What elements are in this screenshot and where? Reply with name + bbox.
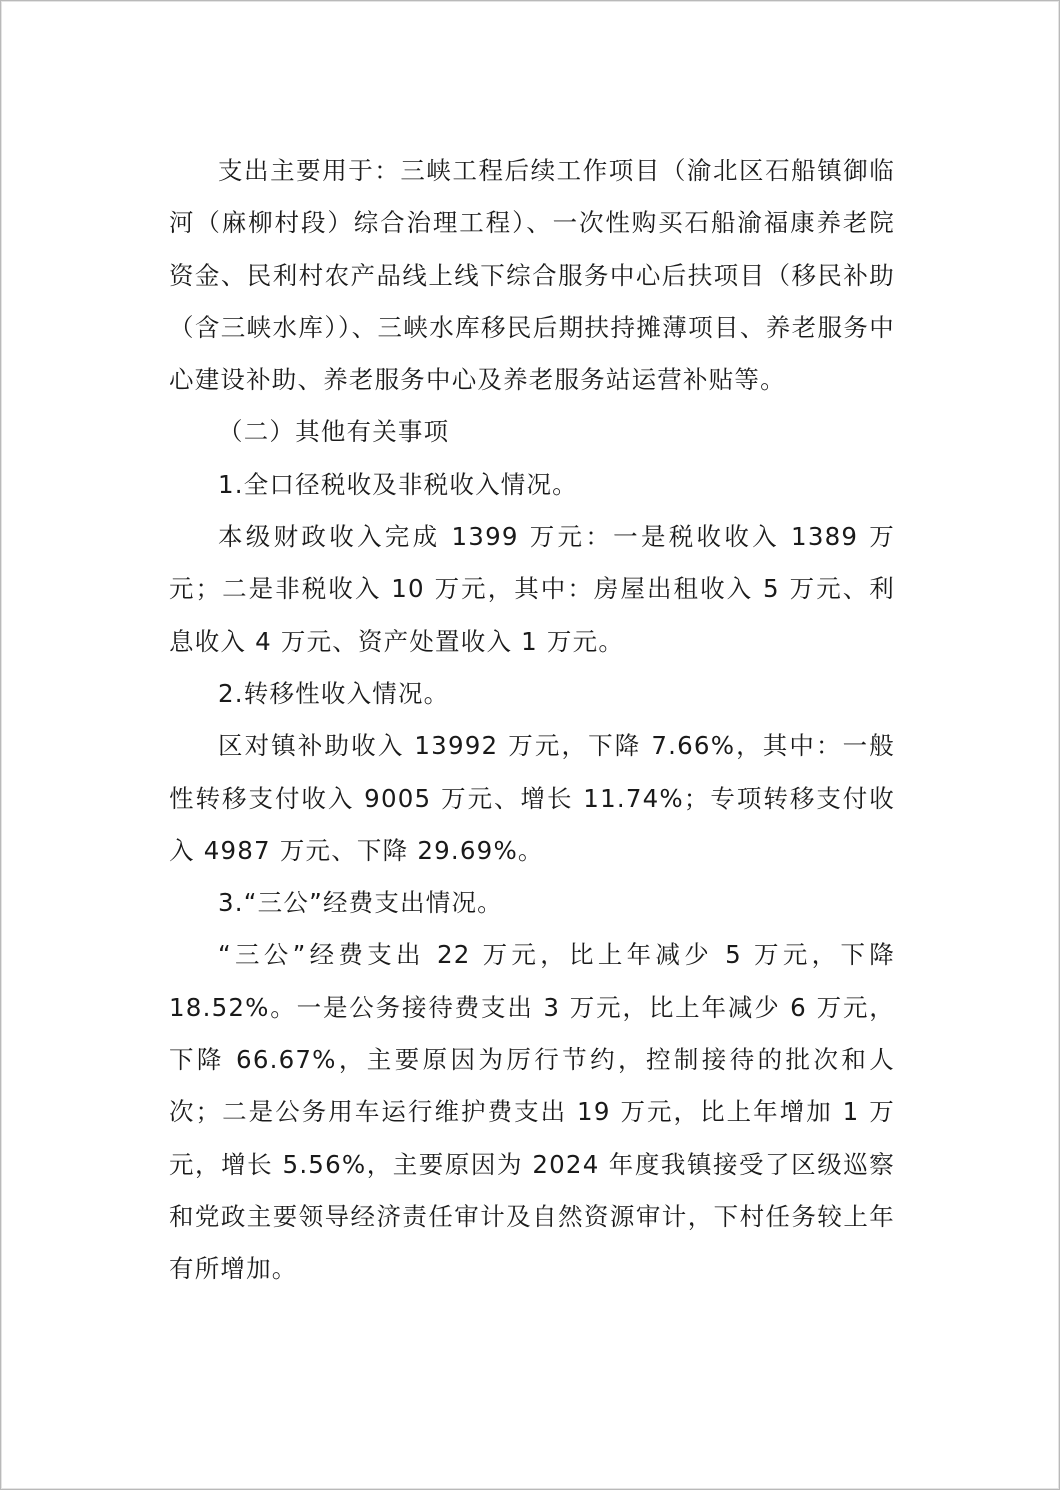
- paragraph-tax-revenue: 本级财政收入完成 1399 万元：一是税收收入 1389 万元；二是非税收入 10 万元，其中：房屋出租收入 5 万元、利息收入 4 万元、资产处置收入 1 万元。: [169, 522, 895, 656]
- document-body: [169, 145, 895, 1296]
- paragraph-expenditure-usage: 支出主要用于：三峡工程后续工作项目（渝北区石船镇御临河（麻柳村段）综合治理工程）、一次性购买石船渝福康养老院资金、民利村农产品线上线下综合服务中心后扶项目（移民补助（含三峡水库））、三峡水库移民后期扶持摊薄项目、养老服务中心建设补助、养老服务中心及养老服务站运营补贴等。: [169, 156, 895, 395]
- section-heading-other-matters: （二）其他有关事项: [218, 417, 450, 447]
- paragraph-three-public-expenses: “三公”经费支出 22 万元，比上年减少 5 万元，下降 18.52%。一是公务接待费支出 3 万元，比上年减少 6 万元，下降 66.67%，主要原因为厉行节约，控制接待的批次和人次；二是公务用车运行维护费支出 19 万元，比上年增加 1 万元，增长 5.56%，主要原因为 2024 年度我镇接受了区级巡察和党政主要领导经济责任审计及自然资源审计，下村任务较上年有所增加。: [169, 940, 895, 1284]
- paragraph-transfer-income: 区对镇补助收入 13992 万元，下降 7.66%，其中：一般性转移支付收入 9005 万元、增长 11.74%；专项转移支付收入 4987 万元、下降 29.69%。: [169, 731, 895, 865]
- item-heading-three-public-expenses: 3.“三公”经费支出情况。: [218, 888, 503, 918]
- item-heading-tax-revenue: 1.全口径税收及非税收入情况。: [218, 469, 578, 499]
- item-heading-transfer-income: 2.转移性收入情况。: [218, 678, 450, 708]
